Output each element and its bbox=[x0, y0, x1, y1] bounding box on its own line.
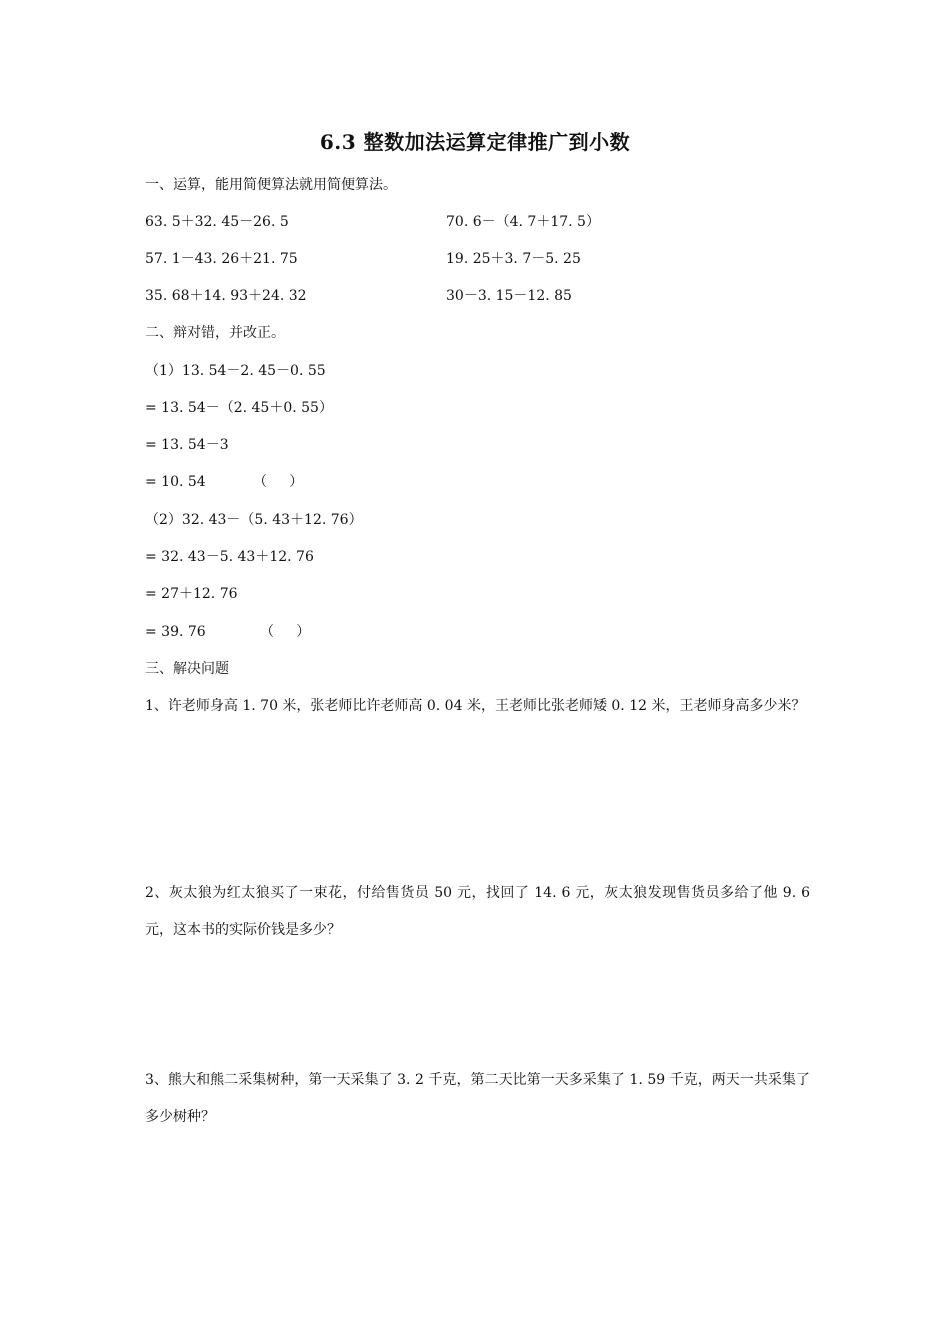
judge-step: = 13. 54－3 bbox=[145, 437, 229, 453]
calc-problem: 35. 68＋14. 93＋24. 32 bbox=[145, 288, 307, 304]
judge-step: （1）13. 54－2. 45－0. 55 bbox=[145, 363, 326, 379]
section-2-heading: 二、辩对错，并改正。 bbox=[145, 325, 285, 341]
section-1-heading: 一、运算，能用简便算法就用简便算法。 bbox=[145, 177, 397, 193]
judge-step: = 10. 54 bbox=[145, 474, 206, 490]
page-title: 6.3 整数加法运算定律推广到小数 bbox=[319, 130, 631, 154]
judge-step: = 13. 54－（2. 45＋0. 55） bbox=[145, 400, 333, 416]
calc-problem: 57. 1－43. 26＋21. 75 bbox=[145, 251, 298, 267]
answer-bracket[interactable]: （ ） bbox=[253, 474, 304, 490]
word-problem: 3、熊大和熊二采集树种，第一天采集了 3. 2 千克，第二天比第一天多采集了 1. 59 千克，两天一共采集了多少树种？ bbox=[145, 1072, 810, 1125]
calc-problem: 30－3. 15－12. 85 bbox=[446, 288, 572, 304]
word-problem: 1、许老师身高 1. 70 米，张老师比许老师高 0. 04 米，王老师比张老师矮 0. 12 米，王老师身高多少米？ bbox=[145, 698, 806, 714]
word-problem: 2、灰太狼为红太狼买了一束花，付给售货员 50 元，找回了 14. 6 元，灰太狼发现售货员多给了他 9. 6 元，这本书的实际价钱是多少？ bbox=[145, 885, 810, 938]
judge-step: = 39. 76 bbox=[145, 624, 206, 640]
calc-problem: 70. 6－（4. 7＋17. 5） bbox=[446, 214, 600, 230]
judge-step: = 27＋12. 76 bbox=[145, 586, 238, 602]
calc-problem: 63. 5＋32. 45－26. 5 bbox=[145, 214, 289, 230]
judge-step: = 32. 43－5. 43＋12. 76 bbox=[145, 549, 314, 565]
judge-step: （2）32. 43－（5. 43＋12. 76） bbox=[145, 512, 363, 528]
section-3-heading: 三、解决问题 bbox=[145, 661, 229, 677]
calc-problem: 19. 25＋3. 7－5. 25 bbox=[446, 251, 581, 267]
answer-bracket[interactable]: （ ） bbox=[260, 624, 311, 640]
